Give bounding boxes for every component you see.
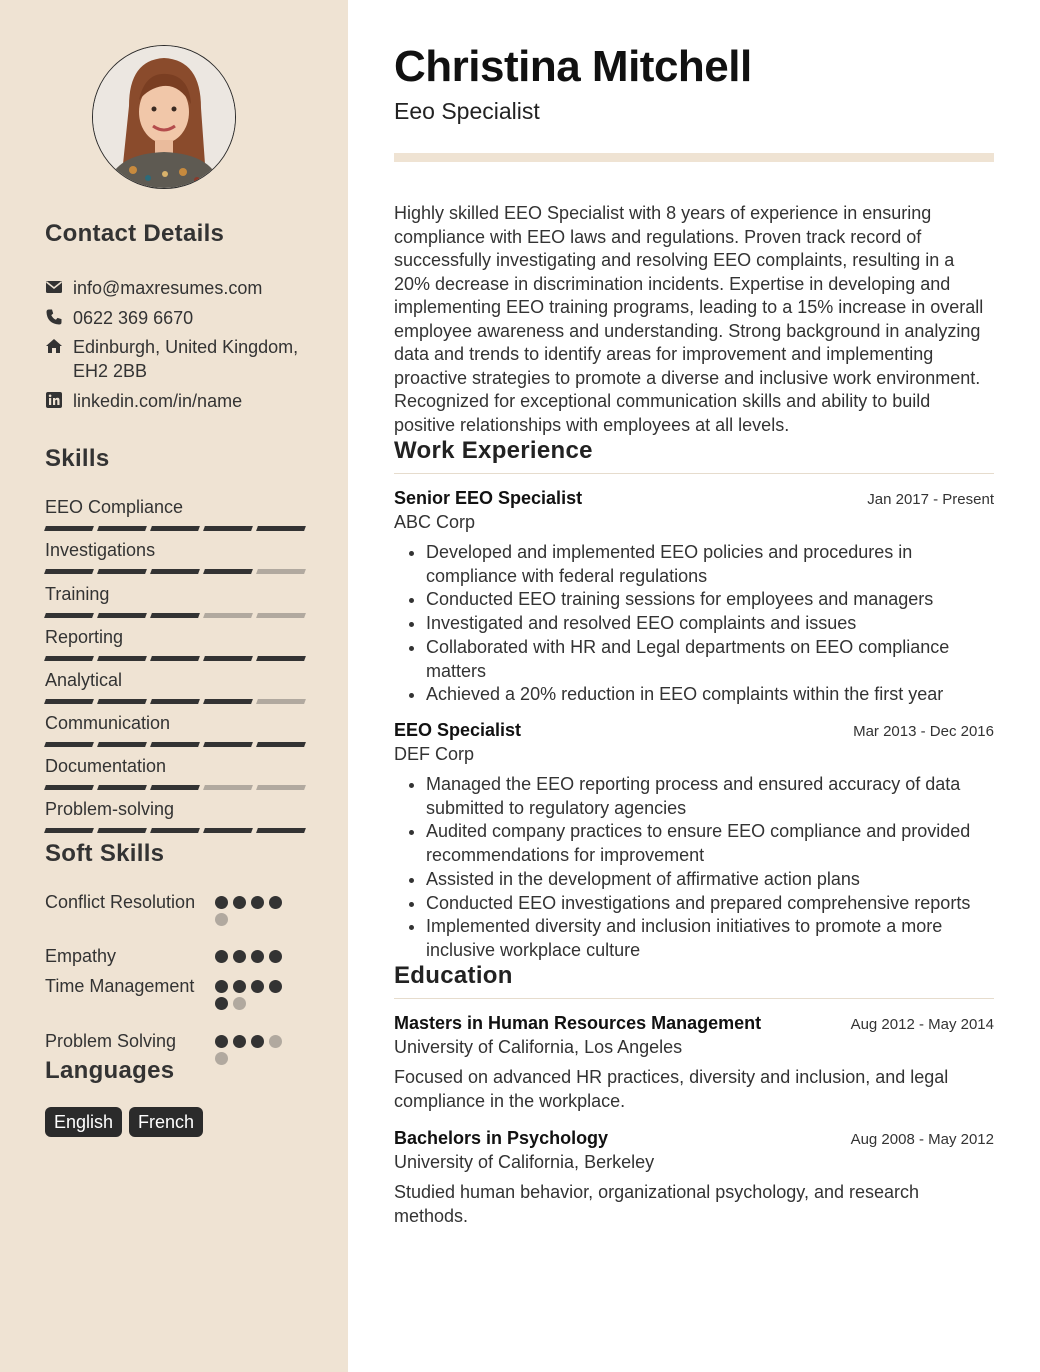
skill-level-bars	[45, 526, 305, 531]
contact-address	[45, 335, 315, 383]
languages-list	[45, 1107, 203, 1137]
rating-dot	[233, 896, 246, 909]
phone-icon	[45, 308, 63, 326]
skill-level-segment	[44, 785, 94, 790]
soft-skill-rating	[215, 1035, 295, 1065]
skill-item	[45, 496, 305, 531]
skill-level-bars	[45, 785, 305, 790]
contact-heading: Contact Details	[45, 220, 225, 247]
skill-level-segment	[97, 742, 147, 747]
rating-dot	[215, 1052, 228, 1065]
skill-level-bars	[45, 613, 305, 618]
person-role: Eeo Specialist	[394, 98, 540, 124]
soft-skill-item	[45, 1029, 305, 1053]
skill-level-segment	[44, 828, 94, 833]
skill-level-segment	[97, 656, 147, 661]
skill-level-segment	[150, 785, 200, 790]
job-bullet: • Achieved a 20% reduction in EEO complaints within the first year	[426, 683, 994, 707]
skill-label: Documentation	[45, 756, 167, 776]
skill-level-segment	[256, 569, 306, 574]
soft-skill-rating	[215, 980, 295, 1010]
contact-linkedin[interactable]	[45, 389, 315, 413]
skills-heading: Skills	[45, 445, 110, 472]
job-bullet: • Implemented diversity and inclusion initiatives to promote a more inclusive workplace culture	[426, 915, 994, 962]
languages-heading: Languages	[45, 1057, 175, 1084]
skill-level-segment	[97, 699, 147, 704]
rating-dot	[269, 980, 282, 993]
skill-level-segment	[150, 656, 200, 661]
summary-text: Highly skilled EEO Specialist with 8 years of experience in ensuring compliance with EEO laws and regulations. Proven track record of successfully investigating and resolving EEO complaints, resulting in a 20% decrease in discrimination incidents. Expertise in developing and implementing EEO training programs, leading to a 15% increase in overall employee awareness and understanding. Strong background in analyzing data and trends to identify areas for improvement and implementing proactive strategies to promote a diverse and inclusive work environment. Recognized for exceptional communication skills and ability to build positive relationships with employees at all levels.	[394, 203, 984, 435]
soft-skill-item	[45, 944, 305, 968]
skill-level-segment	[150, 742, 200, 747]
degree-description: Studied human behavior, organizational psychology, and research methods.	[394, 1182, 920, 1226]
rating-dot	[233, 980, 246, 993]
work-heading: Work Experience	[394, 437, 593, 464]
skill-level-bars	[45, 828, 305, 833]
skill-level-segment	[256, 526, 306, 531]
skill-level-segment	[44, 699, 94, 704]
rating-dot	[269, 1035, 282, 1048]
soft-skills-heading: Soft Skills	[45, 840, 165, 867]
job-dates: Jan 2017 - Present	[867, 491, 994, 508]
education-entry	[394, 1128, 994, 1228]
skill-level-segment	[44, 613, 94, 618]
rating-dot	[233, 1035, 246, 1048]
skill-label: EEO Compliance	[45, 497, 184, 517]
skill-level-segment	[150, 569, 200, 574]
school-name: University of California, Berkeley	[394, 1152, 655, 1172]
skill-level-segment	[44, 742, 94, 747]
skill-level-bars	[45, 742, 305, 747]
skill-label: Analytical	[45, 670, 123, 690]
skill-label: Problem-solving	[45, 799, 175, 819]
skill-level-segment	[203, 569, 253, 574]
rating-dot	[251, 1035, 264, 1048]
degree-description: Focused on advanced HR practices, diversity and inclusion, and legal compliance in the workplace.	[394, 1067, 949, 1111]
job-dates: Mar 2013 - Dec 2016	[853, 723, 994, 740]
rating-dot	[215, 896, 228, 909]
rating-dot	[269, 950, 282, 963]
header-divider	[394, 153, 994, 162]
phone-text: 0622 369 6670	[73, 308, 194, 328]
job-bullet: • Assisted in the development of affirmative action plans	[426, 868, 994, 892]
rating-dot	[251, 980, 264, 993]
language-tag: English	[45, 1107, 122, 1137]
contact-phone[interactable]	[45, 306, 315, 330]
skill-level-segment	[44, 656, 94, 661]
education-heading: Education	[394, 962, 513, 989]
skill-level-segment	[44, 569, 94, 574]
skill-level-segment	[97, 828, 147, 833]
skill-item	[45, 755, 305, 790]
skill-level-segment	[256, 613, 306, 618]
skill-level-segment	[256, 785, 306, 790]
envelope-icon	[45, 278, 63, 296]
skill-level-segment	[256, 742, 306, 747]
skill-level-segment	[150, 613, 200, 618]
job-entry	[394, 488, 994, 707]
skill-level-segment	[203, 828, 253, 833]
skill-level-segment	[150, 699, 200, 704]
rating-dot	[215, 950, 228, 963]
skill-level-segment	[203, 656, 253, 661]
rating-dot	[215, 913, 228, 926]
skill-label: Investigations	[45, 540, 156, 560]
email-text: info@maxresumes.com	[73, 278, 263, 298]
soft-skill-item	[45, 890, 305, 914]
skill-label: Reporting	[45, 627, 124, 647]
job-bullets	[394, 541, 994, 707]
rating-dot	[215, 980, 228, 993]
job-entry	[394, 720, 994, 963]
skill-level-segment	[203, 526, 253, 531]
education-entry	[394, 1013, 994, 1113]
degree-title: Masters in Human Resources Management	[394, 1013, 762, 1033]
rating-dot	[233, 997, 246, 1010]
skill-item	[45, 539, 305, 574]
job-bullet: • Developed and implemented EEO policies and procedures in compliance with federal regulations	[426, 541, 994, 588]
job-bullet: • Audited company practices to ensure EEO compliance and provided recommendations for improvement	[426, 820, 994, 867]
skill-level-segment	[44, 526, 94, 531]
skill-level-segment	[97, 526, 147, 531]
degree-dates: Aug 2008 - May 2012	[850, 1131, 994, 1148]
job-bullet: • Investigated and resolved EEO complaints and issues	[426, 612, 994, 636]
home-icon	[45, 337, 63, 355]
soft-skill-rating	[215, 950, 295, 963]
skill-level-bars	[45, 569, 305, 574]
soft-skill-label: Time Management	[45, 976, 195, 996]
language-tag: French	[129, 1107, 203, 1137]
address-text: Edinburgh, United Kingdom, EH2 2BB	[73, 337, 299, 381]
degree-dates: Aug 2012 - May 2014	[850, 1016, 994, 1033]
skill-level-segment	[256, 699, 306, 704]
skill-item	[45, 712, 305, 747]
skill-label: Communication	[45, 713, 171, 733]
skill-level-segment	[203, 785, 253, 790]
contact-email[interactable]	[45, 276, 315, 300]
skill-level-segment	[256, 656, 306, 661]
skill-level-segment	[97, 569, 147, 574]
soft-skill-label: Conflict Resolution	[45, 892, 196, 912]
job-title: Senior EEO Specialist	[394, 488, 583, 508]
skill-item	[45, 798, 305, 833]
rating-dot	[269, 896, 282, 909]
job-bullets	[394, 773, 994, 963]
skill-level-bars	[45, 699, 305, 704]
degree-title: Bachelors in Psychology	[394, 1128, 609, 1148]
rating-dot	[251, 896, 264, 909]
school-name: University of California, Los Angeles	[394, 1037, 683, 1057]
job-bullet: • Managed the EEO reporting process and ensured accuracy of data submitted to regulatory agencies	[426, 773, 994, 820]
skill-level-segment	[150, 828, 200, 833]
rating-dot	[215, 997, 228, 1010]
job-company: DEF Corp	[394, 744, 475, 764]
job-company: ABC Corp	[394, 512, 476, 532]
linkedin-text: linkedin.com/in/name	[73, 391, 243, 411]
skill-level-segment	[97, 785, 147, 790]
skill-level-segment	[97, 613, 147, 618]
skill-level-segment	[203, 613, 253, 618]
skill-label: Training	[45, 584, 110, 604]
skill-item	[45, 626, 305, 661]
rating-dot	[233, 950, 246, 963]
soft-skill-item	[45, 974, 305, 998]
job-bullet: • Collaborated with HR and Legal departments on EEO compliance matters	[426, 636, 994, 683]
skill-level-bars	[45, 656, 305, 661]
linkedin-icon	[45, 391, 63, 409]
profile-photo	[92, 45, 236, 189]
work-divider	[394, 473, 994, 474]
person-name: Christina Mitchell	[394, 42, 752, 91]
job-bullet: • Conducted EEO investigations and prepared comprehensive reports	[426, 892, 994, 916]
rating-dot	[215, 1035, 228, 1048]
skill-level-segment	[256, 828, 306, 833]
soft-skill-label: Problem Solving	[45, 1031, 177, 1051]
job-bullet: • Conducted EEO training sessions for employees and managers	[426, 588, 994, 612]
skill-level-segment	[203, 699, 253, 704]
soft-skill-rating	[215, 896, 295, 926]
job-title: EEO Specialist	[394, 720, 522, 740]
skill-item	[45, 583, 305, 618]
skill-level-segment	[203, 742, 253, 747]
rating-dot	[251, 950, 264, 963]
skill-item	[45, 669, 305, 704]
skill-level-segment	[150, 526, 200, 531]
sidebar	[0, 0, 348, 1372]
education-divider	[394, 998, 994, 999]
soft-skill-label: Empathy	[45, 946, 117, 966]
